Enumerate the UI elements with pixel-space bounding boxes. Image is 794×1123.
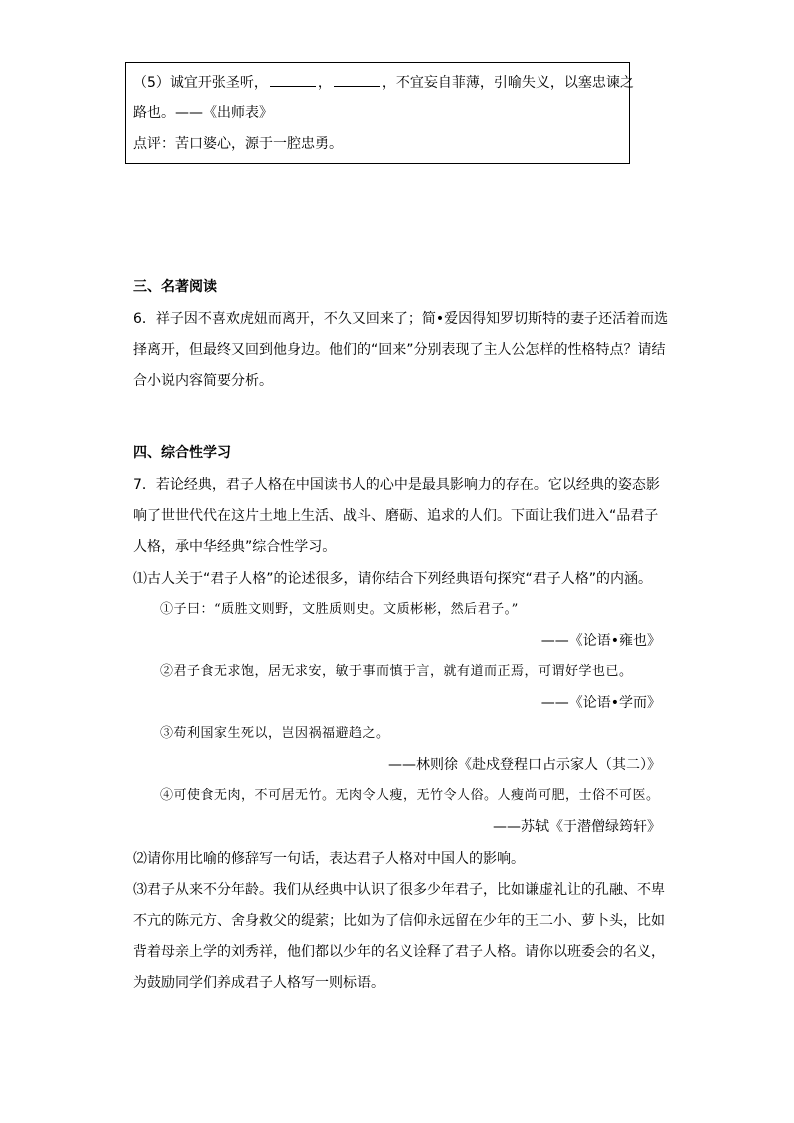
question-6-line1: 6．祥子因不喜欢虎妞而离开，不久又回来了；简•爱因得知罗切斯特的妻子还活着而选 [133, 311, 669, 327]
section-heading-4: 四、综合性学习 [133, 445, 231, 461]
quote-1-text: ①子曰：“质胜文则野，文胜质则史。文质彬彬，然后君子。” [160, 602, 519, 617]
answer-blank-2[interactable] [334, 72, 380, 87]
subquestion-3-line4: 为鼓励同学们养成君子人格写一则标语。 [133, 975, 385, 991]
item5-text-a: （5）诚宜开张圣听， [133, 75, 268, 91]
quote-3-text: ③苟利国家生死以，岂因祸福避趋之。 [160, 726, 390, 741]
answer-blank-1[interactable] [270, 72, 316, 87]
quote-3-source: ——林则徐《赴戍登程口占示家人（其二）》 [388, 757, 661, 773]
question-6-line2: 择离开，但最终又回到他身边。他们的“回来”分别表现了主人公怎样的性格特点？请结 [133, 342, 666, 358]
quote-2-source: ——《论语•学而》 [540, 695, 661, 711]
question-7-line1: 7．若论经典，君子人格在中国读书人的心中是最具影响力的存在。它以经典的姿态影 [133, 477, 660, 493]
section-heading-3: 三、名著阅读 [133, 279, 217, 295]
item5-line2: 路也。——《出师表》 [133, 105, 273, 121]
subquestion-3-line3: 背着母亲上学的刘秀祥，他们都以少年的名义诠释了君子人格。请你以班委会的名义， [133, 944, 665, 960]
subquestion-1: ⑴古人关于“君子人格”的论述很多，请你结合下列经典语句探究“君子人格”的内涵。 [133, 571, 653, 587]
item5-comment: 点评：苦口婆心，源于一腔忠勇。 [133, 136, 343, 152]
question-7-line3: 人格，承中华经典”综合性学习。 [133, 539, 337, 555]
quote-1-source: ——《论语•雍也》 [540, 633, 661, 649]
item5-text-b: ，不宜妄自菲薄，引喻失义，以塞忠谏之 [381, 75, 634, 91]
question-7-line2: 响了世世代代在这片土地上生活、战斗、磨砺、追求的人们。下面让我们进入“品君子 [133, 508, 659, 524]
quote-4-text: ④可使食无肉，不可居无竹。无肉令人瘦，无竹令人俗。人瘦尚可肥，士俗不可医。 [160, 788, 660, 803]
subquestion-2: ⑵请你用比喻的修辞写一句话，表达君子人格对中国人的影响。 [133, 851, 525, 867]
item5-line1 [133, 72, 634, 93]
quote-2-text: ②君子食无求饱，居无求安，敏于事而慎于言，就有道而正焉，可谓好学也已。 [160, 664, 633, 679]
subquestion-3-line1: ⑶君子从来不分年龄。我们从经典中认识了很多少年君子，比如谦虚礼让的孔融、不卑 [133, 882, 665, 898]
subquestion-3-line2: 不亢的陈元方、舍身救父的缇萦；比如为了信仰永远留在少年的王二小、萝卜头，比如 [133, 913, 665, 929]
quote-4-source: ——苏轼《于潜僧绿筠轩》 [493, 819, 661, 835]
item5-separator: ， [317, 75, 332, 91]
question-6-line3: 合小说内容简要分析。 [133, 373, 273, 389]
